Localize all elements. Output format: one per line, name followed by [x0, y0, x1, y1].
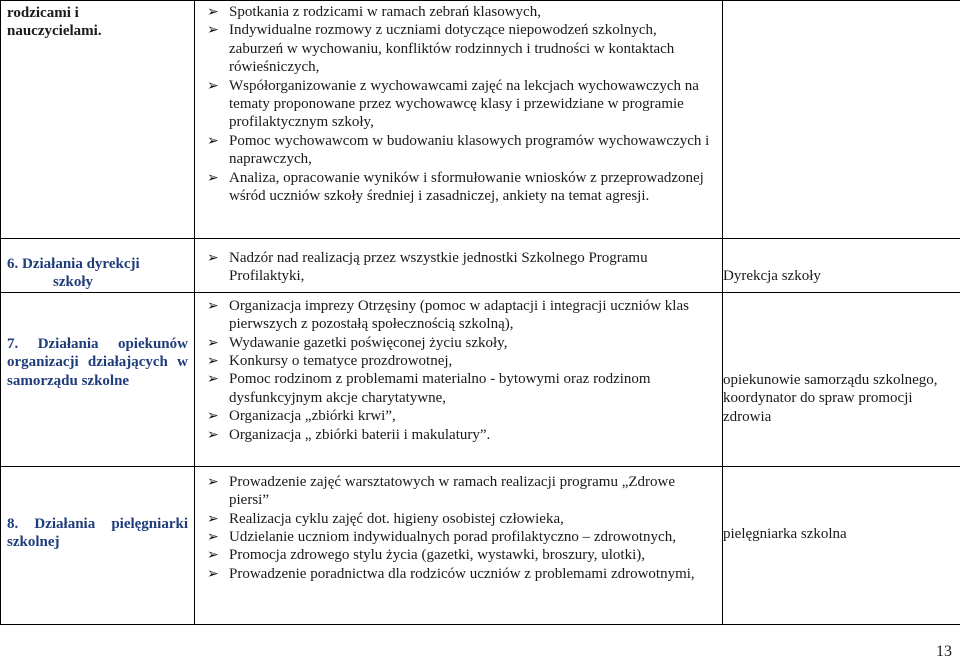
row-items	[195, 466, 723, 624]
list-item: ➢ Konkursy o tematyce prozdrowotnej,	[207, 353, 453, 370]
list-item: ➢ Udzielanie uczniom indywidualnych porad profilaktyczno – zdrowotnych,	[207, 529, 676, 546]
row-items	[195, 239, 723, 293]
list-item: ➢ Organizacja „ zbiórki baterii i makulatury”.	[207, 426, 491, 443]
arrow-bullet-icon: ➢	[207, 297, 219, 314]
arrow-bullet-icon: ➢	[207, 565, 219, 582]
row-responsible: pielęgniarka szkolna	[723, 466, 960, 624]
page-number: 13	[936, 643, 952, 660]
list-item: ➢ Realizacja cyklu zajęć dot. higieny osobistej człowieka,	[207, 510, 564, 527]
arrow-bullet-icon: ➢	[207, 353, 219, 370]
list-item: ➢ Nadzór nad realizacją przez wszystkie jednostki Szkolnego Programu Profilaktyki,	[207, 250, 648, 285]
row-label: 8. Działania pielęgniarki szkolnej	[1, 466, 195, 624]
list-item: ➢ Prowadzenie poradnictwa dla rodziców uczniów z problemami zdrowotnymi,	[207, 565, 695, 582]
arrow-bullet-icon: ➢	[207, 408, 219, 425]
arrow-bullet-icon: ➢	[207, 250, 219, 266]
table-row	[1, 239, 960, 293]
list-item: ➢ Indywidualne rozmowy z uczniami dotyczące niepowodzeń szkolnych, zaburzeń w wychowaniu, konfliktów rodzinnych i trudności w kontaktach rówieśniczych,	[207, 22, 675, 76]
arrow-bullet-icon: ➢	[207, 510, 219, 527]
list-item: ➢ Organizacja imprezy Otrzęsiny (pomoc w adaptacji i integracji uczniów klas pierwszych z pozostałą społecznością szkolną),	[207, 297, 689, 333]
list-item: ➢ Spotkania z rodzicami w ramach zebrań klasowych,	[207, 4, 541, 20]
list-item: ➢ Współorganizowanie z wychowawcami zajęć na lekcjach wychowawczych na tematy proponowane przez wychowawcę klasy i przewidziane w programie profilaktycznym szkoły,	[207, 77, 699, 131]
list-item: ➢ Pomoc rodzinom z problemami materialno - bytowymi oraz rodzinom dysfunkcyjnym akcje charytatywne,	[207, 371, 651, 406]
table-row	[1, 466, 960, 624]
arrow-bullet-icon: ➢	[207, 132, 219, 149]
arrow-bullet-icon: ➢	[207, 169, 219, 186]
arrow-bullet-icon: ➢	[207, 529, 219, 546]
list-item: ➢ Prowadzenie zajęć warsztatowych w ramach realizacji programu „Zdrowe piersi”	[207, 473, 676, 509]
table-row	[1, 292, 960, 466]
list-item: ➢ Analiza, opracowanie wyników i sformułowanie wniosków z przeprowadzonej wśród uczniów szkoły średniej i zasadniczej, ankiety na temat agresji.	[207, 169, 704, 205]
row-responsible	[723, 1, 960, 239]
arrow-bullet-icon: ➢	[207, 426, 219, 443]
list-item: ➢ Organizacja „zbiórki krwi”,	[207, 408, 396, 425]
arrow-bullet-icon: ➢	[207, 22, 219, 39]
table-row	[1, 1, 960, 239]
list-item: ➢ Promocja zdrowego stylu życia (gazetki, wystawki, broszury, ulotki),	[207, 547, 646, 564]
list-item: ➢ Pomoc wychowawcom w budowaniu klasowych programów wychowawczych i naprawczych,	[207, 132, 710, 168]
list-item: ➢ Wydawanie gazetki poświęconej życiu szkoły,	[207, 334, 508, 351]
arrow-bullet-icon: ➢	[207, 4, 219, 20]
arrow-bullet-icon: ➢	[207, 371, 219, 388]
arrow-bullet-icon: ➢	[207, 77, 219, 94]
arrow-bullet-icon: ➢	[207, 473, 219, 490]
row-label: rodzicami i nauczycielami.	[1, 1, 195, 239]
row-items	[195, 1, 723, 239]
arrow-bullet-icon: ➢	[207, 334, 219, 351]
row-responsible: Dyrekcja szkoły	[723, 239, 960, 293]
row-items	[195, 292, 723, 466]
arrow-bullet-icon: ➢	[207, 547, 219, 564]
row-label: 7. Działania opiekunów organizacji działających w samorządu szkolne	[1, 292, 195, 466]
row-label: 6. Działania dyrekcji szkoły	[1, 239, 195, 293]
row-responsible: opiekunowie samorządu szkolnego, koordynator do spraw promocji zdrowia	[723, 292, 960, 466]
